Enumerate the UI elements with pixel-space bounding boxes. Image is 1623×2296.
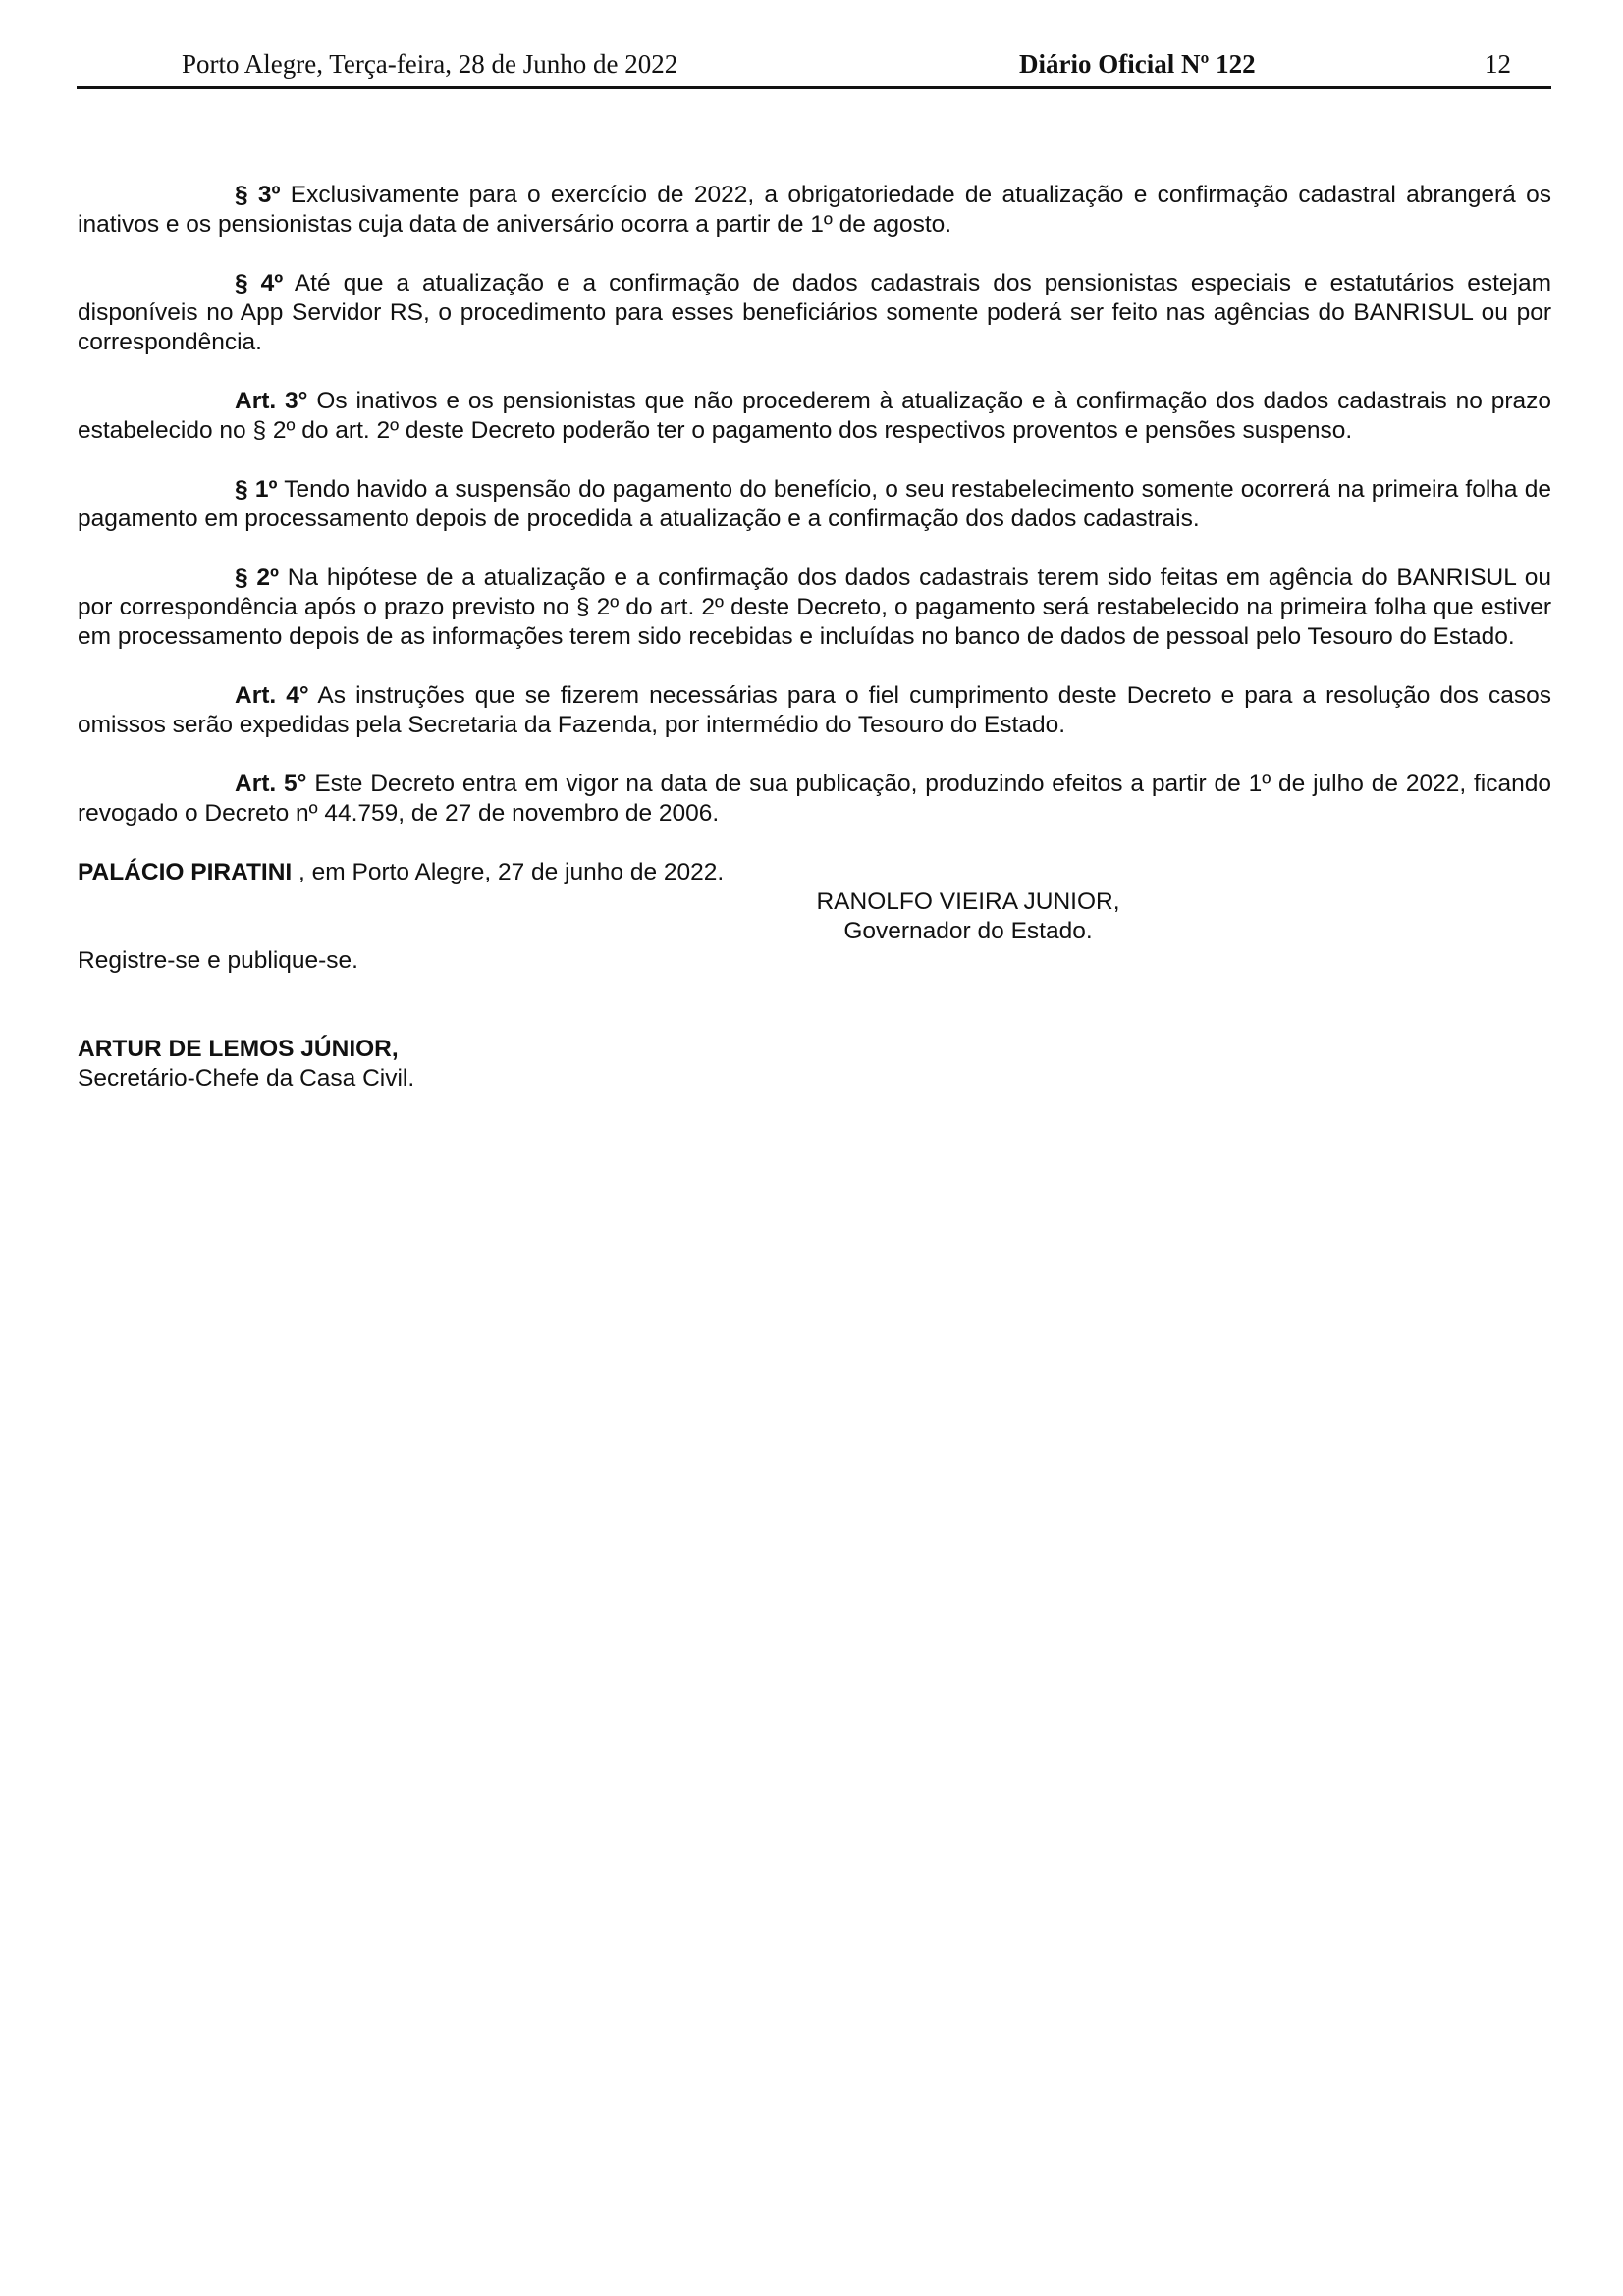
paragraph-lead: § 2º xyxy=(235,564,279,591)
article-5 xyxy=(78,770,1551,828)
paragraph-text: Até que a atualização e a confirmação de dados cadastrais dos pensionistas especiais e estatutários estejam disponíveis no App Servidor RS, o procedimento para esses beneficiários somente poderá ser feito nas agências do BANRISUL ou por correspondência. xyxy=(78,270,1551,355)
header-page-number: 12 xyxy=(1485,49,1511,79)
page-header xyxy=(77,43,1551,89)
paragraph-4 xyxy=(78,269,1551,357)
paragraph-text: Este Decreto entra em vigor na data de sua publicação, produzindo efeitos a partir de 1º de julho de 2022, ficando revogado o Decreto nº 44.759, de 27 de novembro de 2006. xyxy=(78,771,1551,827)
secretary-signature xyxy=(78,1035,1551,1094)
header-journal-title: Diário Oficial Nº 122 xyxy=(1019,49,1256,79)
paragraph-lead: Art. 3° xyxy=(235,388,308,414)
paragraph-lead: § 4º xyxy=(235,270,284,296)
article-3 xyxy=(78,387,1551,446)
registre-publique: Registre-se e publique-se. xyxy=(78,947,358,974)
closing-date-text: , em Porto Alegre, 27 de junho de 2022. xyxy=(292,859,725,885)
paragraph-text: As instruções que se fizerem necessárias para o fiel cumprimento deste Decreto e para a resolução dos casos omissos serão expedidas pela Secretaria da Fazenda, por intermédio do Tesouro do Estado. xyxy=(78,682,1551,738)
governor-name: RANOLFO VIEIRA JUNIOR, xyxy=(816,888,1120,915)
paragraph-text: Exclusivamente para o exercício de 2022, a obrigatoriedade de atualização e confirmação cadastral abrangerá os inativos e os pensionistas cuja data de aniversário ocorra a partir de 1º de agosto. xyxy=(78,182,1551,238)
paragraph-text: Tendo havido a suspensão do pagamento do benefício, o seu restabelecimento somente ocorrerá na primeira folha de pagamento em processamento depois de procedida a atualização e a confirmação dos dados cadastrais. xyxy=(78,476,1551,532)
secretary-name: ARTUR DE LEMOS JÚNIOR, xyxy=(78,1036,399,1062)
paragraph-lead: § 3º xyxy=(235,182,281,208)
paragraph-lead: Art. 5° xyxy=(235,771,307,797)
paragraph-text: Na hipótese de a atualização e a confirmação dos dados cadastrais terem sido feitas em agência do BANRISUL ou por correspondência após o prazo previsto no § 2º do art. 2º deste Decreto, o pagamento será restabelecido na primeira folha que estiver em processamento depois de as informações terem sido recebidas e incluídas no banco de dados de pessoal pelo Tesouro do Estado. xyxy=(78,564,1551,650)
article-4 xyxy=(78,681,1551,740)
document-body xyxy=(78,181,1551,1094)
palace-name: PALÁCIO PIRATINI xyxy=(78,859,293,885)
article-3-paragraph-1 xyxy=(78,475,1551,534)
paragraph-3 xyxy=(78,181,1551,240)
governor-title: Governador do Estado. xyxy=(843,918,1093,944)
paragraph-lead: § 1º xyxy=(235,476,278,503)
paragraph-lead: Art. 4° xyxy=(235,682,309,709)
secretary-title: Secretário-Chefe da Casa Civil. xyxy=(78,1065,415,1092)
closing-place-date xyxy=(78,858,1551,887)
article-3-paragraph-2 xyxy=(78,563,1551,652)
header-place-date: Porto Alegre, Terça-feira, 28 de Junho de 2022 xyxy=(182,49,678,79)
governor-signature xyxy=(806,887,1130,946)
paragraph-text: Os inativos e os pensionistas que não procederem à atualização e à confirmação dos dados cadastrais no prazo estabelecido no § 2º do art. 2º deste Decreto poderão ter o pagamento dos respectivos proventos e pensões suspenso. xyxy=(78,388,1551,444)
